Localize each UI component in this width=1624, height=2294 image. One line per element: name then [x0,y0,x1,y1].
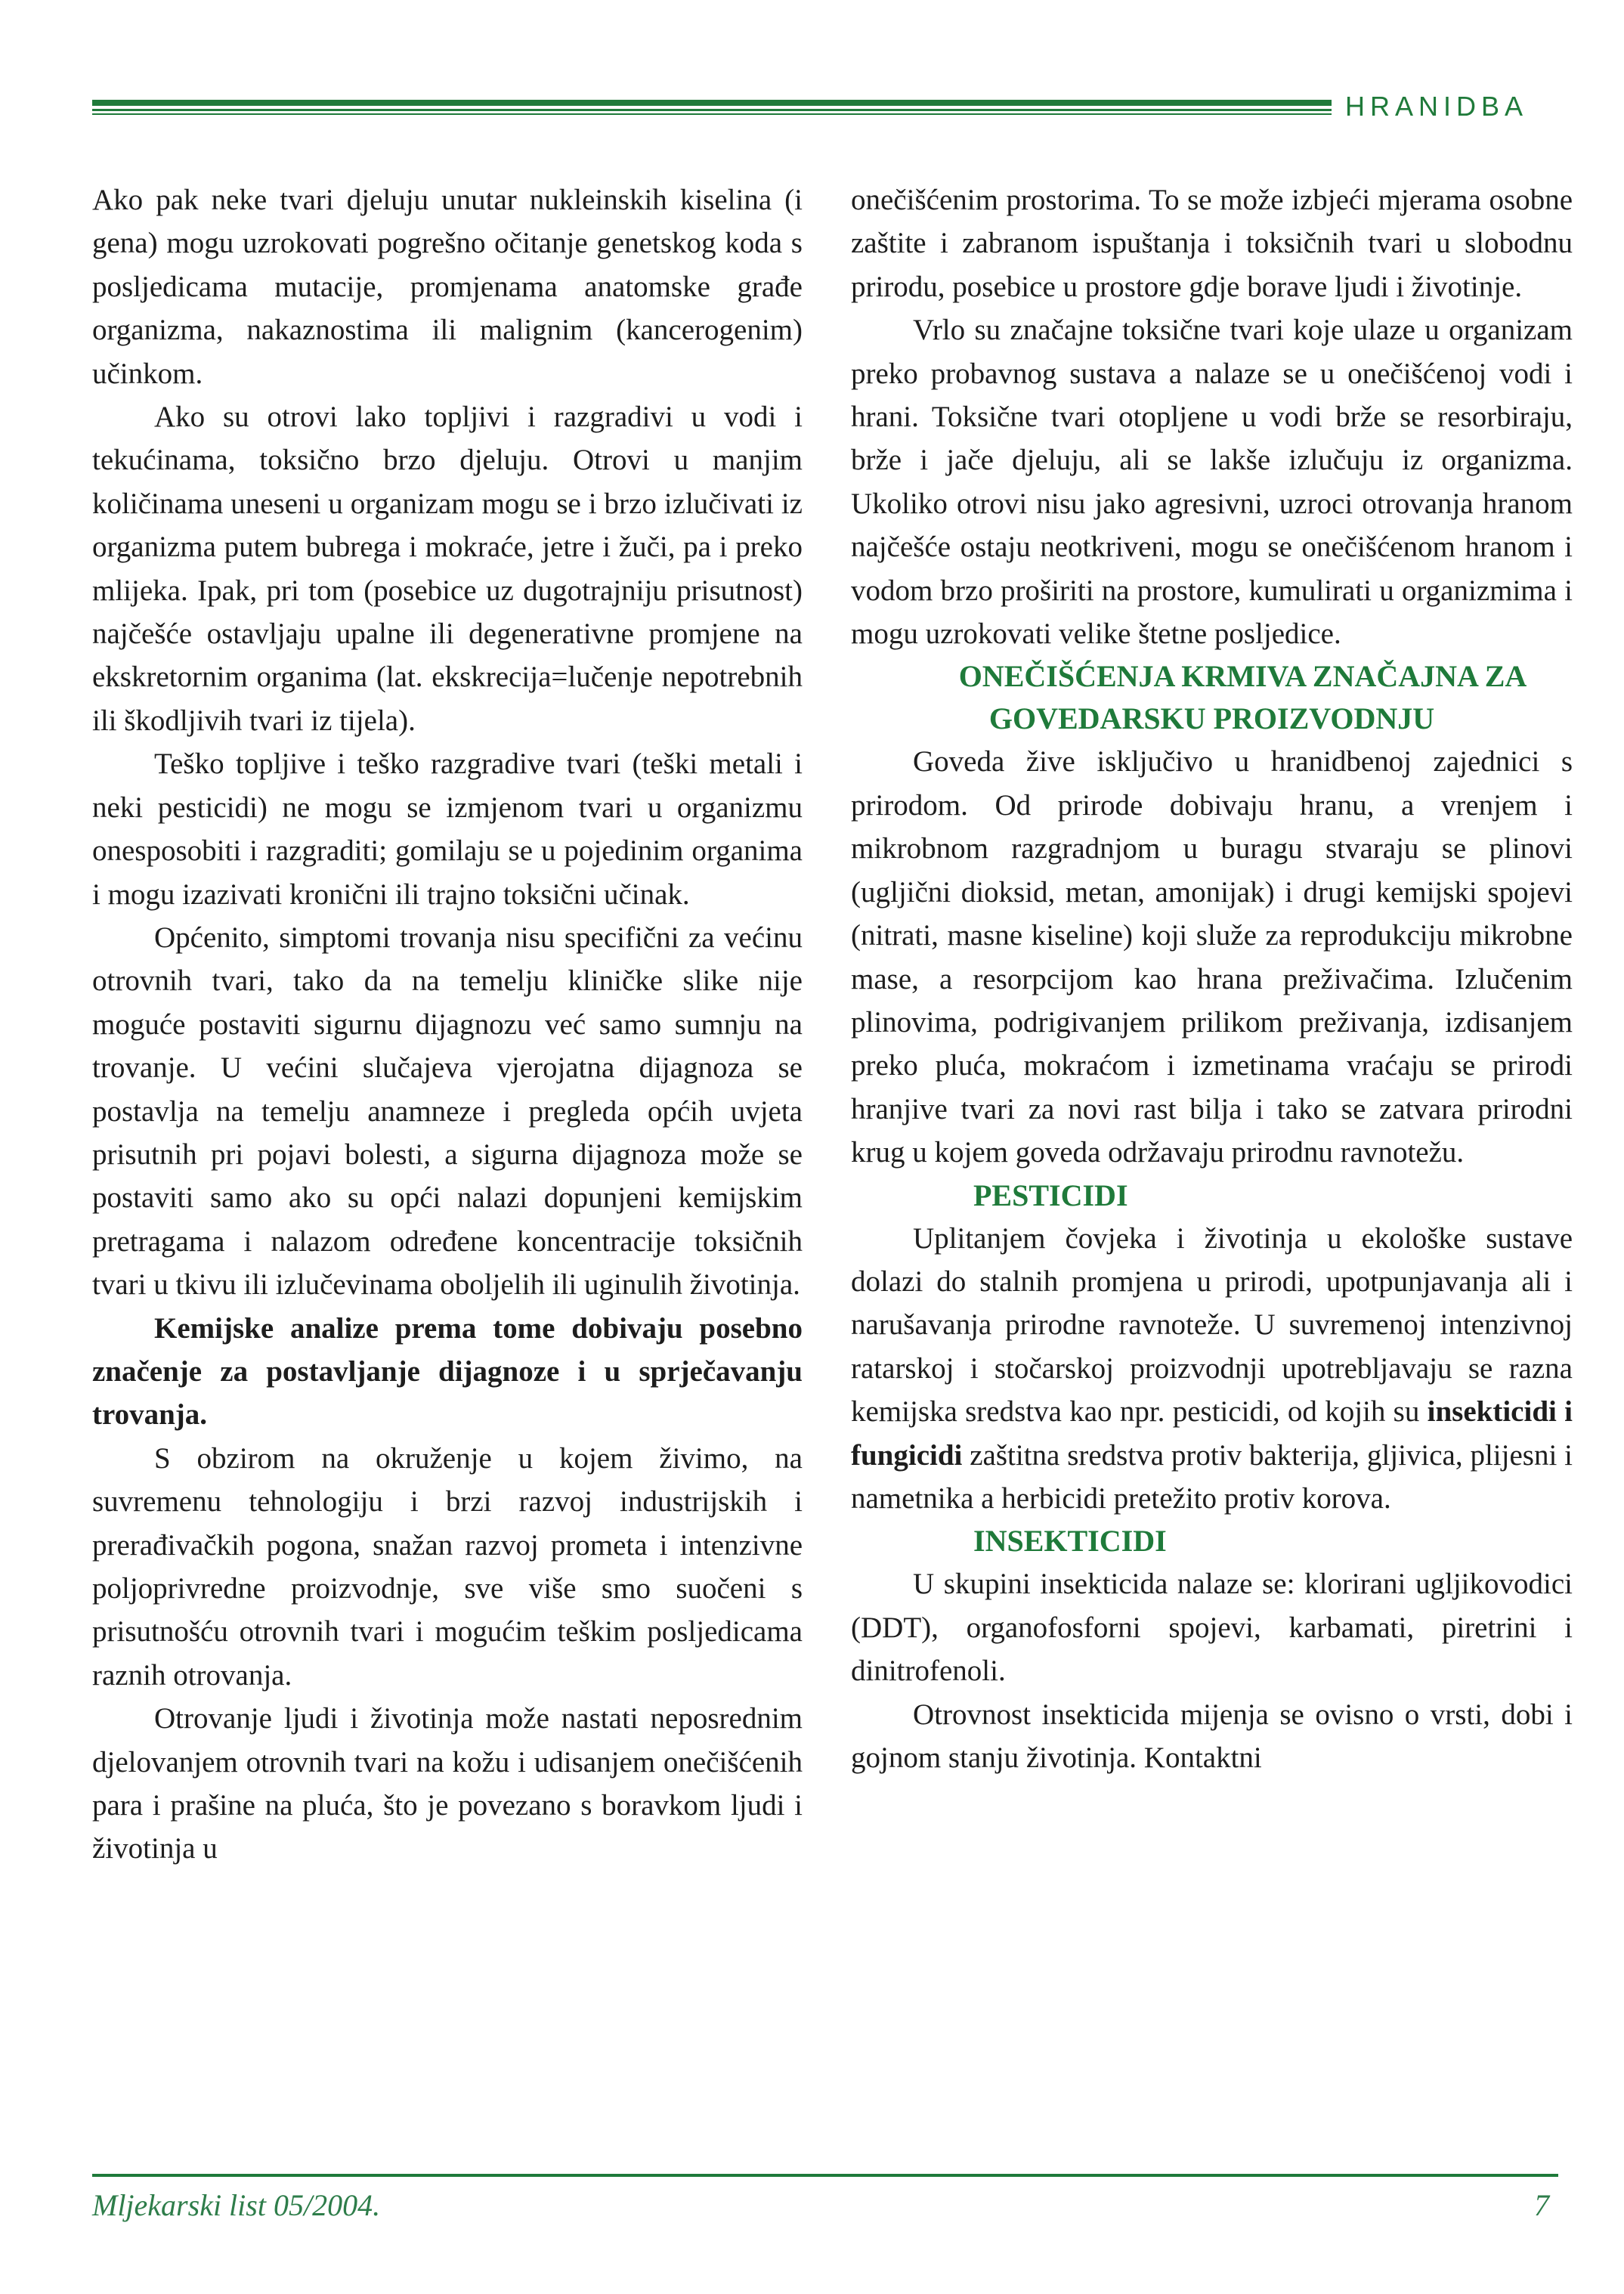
paragraph: Općenito, simptomi trovanja nisu specifični za većinu otrovnih tvari, tako da na temelju kliničke slike nije moguće postaviti sigurnu dijagnozu već samo sumnju na trovanje. U većini slučajeva vjerojatna dijagnoza se postavlja na temelju anamneze i pregleda općih uvjeta prisutnih pri pojavi bolesti, a sigurna dijagnoza može se postaviti samo ako su opći nalazi dopunjeni kemijskim pretragama i nalazom određene koncentracije toksičnih tvari u tkivu ili izlučevinama oboljelih ili uginulih životinja. [92,921,803,1302]
paragraph: Goveda žive isključivo u hranidbenoj zajednici s prirodom. Od prirode dobivaju hranu, a vrenjem i mikrobnom razgradnjom u buragu stvaraju se plinovi (ugljični dioksid, metan, amonijak) i drugi kemijski spojevi (nitrati, masne kiseline) koji služe za reprodukciju mikrobne mase, a resorpcijom kao hrana preživačima. Izlučenim plinovima, podrigivanjem prilikom preživanja, izdisanjem preko pluća, mokraćom i izmetinama vraćaju se prirodi hranjive tvari za novi rast bilja i tako se zatvara prirodni krug u kojem goveda održavaju prirodnu ravnotežu. [851,745,1573,1169]
paragraph: Otrovanje ljudi i životinja može nastati neposrednim djelovanjem otrovnih tvari na kožu i udisanjem onečišćenih para i prašine na pluća, što je povezano s boravkom ljudi i životinja u [92,1702,803,1865]
section-tag: HRANIDBA [1345,91,1529,122]
right-column [851,178,1573,1779]
paragraph: Teško topljive i teško razgradive tvari (teški metali i neki pesticidi) ne mogu se izmjenom tvari u organizmu onesposobiti i razgraditi; gomilaju se u pojedinim organima i mogu izazivati kronični ili trajno toksični učinak. [92,748,803,911]
paragraph: U skupini insekticida nalaze se: klorirani ugljikovodici (DDT), organofosforni spojevi, karbamati, piretrini i dinitrofenoli. [851,1568,1573,1688]
bold-term: insekticidi i fungicidi [851,1395,1573,1472]
left-column [92,178,803,1871]
header-rule [92,95,1332,118]
paragraph-text: Uplitanjem čovjeka i životinja u ekološke sustave dolazi do stalnih promjena u prirodi, upotpunjavanja ali i narušavanja prirodne ravnoteže. U suvremenoj intenzivnoj ratarskoj i stočarskoj proizvodnji upotrebljavaju se razna kemijska sredstva kao npr. pesticidi, od kojih su [851,1221,1573,1429]
bold-paragraph: Kemijske analize prema tome dobivaju posebno značenje za postavljanje dijagnoze i u sprječavanju trovanja. [92,1311,803,1432]
footer-journal-title: Mljekarski list 05/2004. [92,2188,381,2222]
footer-rule [92,2174,1558,2177]
paragraph: Ako su otrovi lako topljivi i razgradivi u vodi i tekućinama, toksično brzo djeluju. Otrovi u manjim količinama uneseni u organizam mogu se i brzo izlučivati iz organizma putem bubrega i mokraće, jetre i žuči, pa i preko mlijeka. Ipak, pri tom (posebice uz dugotrajniju prisutnost) najčešće ostavljaju upalne ili degenerativne promjene na ekskretornim organima (lat. ekskrecija=lučenje nepotrebnih ili škodljivih tvari iz tijela). [92,401,803,737]
section-heading: PESTICIDI [973,1178,1128,1212]
paragraph: onečišćenim prostorima. To se može izbjeći mjerama osobne zaštite i zabranom ispuštanja i toksičnih tvari u slobodnu prirodu, posebice u prostore gdje borave ljudi i životinje. [851,184,1573,303]
section-heading: INSEKTICIDI [973,1524,1167,1559]
page-number: 7 [1534,2188,1549,2222]
paragraph: S obzirom na okruženje u kojem živimo, na suvremenu tehnologiju i brzi razvoj industrijskih i prerađivačkih pogona, snažan razvoj prometa i intenzivne poljoprivredne proizvodnje, sve više smo suočeni s prisutnošću otrovnih tvari i mogućim teškim posljedicama raznih otrovanja. [92,1441,803,1692]
paragraph: Otrovnost insekticida mijenja se ovisno o vrsti, dobi i gojnom stanju životinja. Kontaktni [851,1698,1573,1774]
paragraph: Ako pak neke tvari djeluju unutar nukleinskih kiselina (i gena) mogu uzrokovati pogrešno očitanje genetskog koda s posljedicama mutacije, promjenama anatomske građe organizma, nakaznostima ili malignim (kancerogenim) učinkom. [92,184,803,390]
section-heading: ONEČIŠĆENJA KRMIVA ZNAČAJNA ZA GOVEDARSKU PROIZVODNJU [958,659,1527,736]
paragraph-text: zaštitna sredstva protiv bakterija, gljivica, plijesni i nametnika a herbicidi pretežito protiv korova. [851,1438,1573,1515]
paragraph [851,1217,1573,1521]
paragraph: Vrlo su značajne toksične tvari koje ulaze u organizam preko probavnog sustava a nalaze se u onečišćenoj vodi i hrani. Toksične tvari otopljene u vodi brže se resorbiraju, brže i jače djeluju, ali se lakše izlučuju iz organizma. Ukoliko otrovi nisu jako agresivni, uzroci otrovanja hranom najčešće ostaju neotkriveni, mogu se onečišćenom hranom i vodom brzo proširiti na prostore, kumulirati u organizmima i mogu uzrokovati velike štetne posljedice. [851,314,1573,651]
